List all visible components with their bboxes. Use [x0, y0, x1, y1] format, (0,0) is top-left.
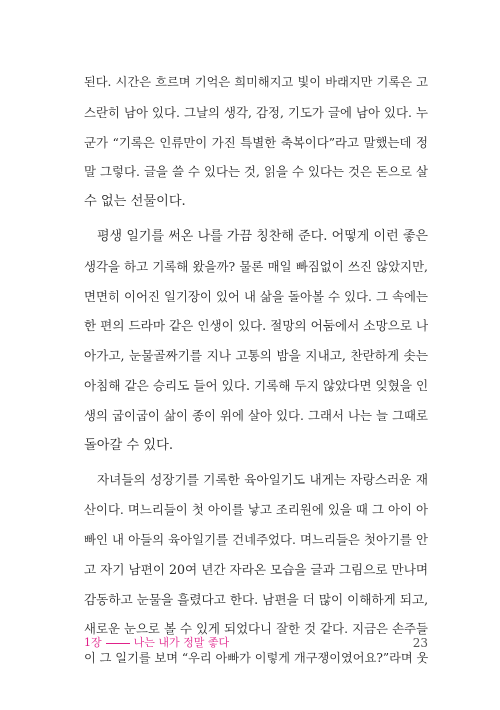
text-line: 산이다. 며느리들이 첫 아이를 낳고 조리원에 있을 때 그 아이 아: [84, 502, 428, 518]
text-line: 감동하고 눈물을 흘렸다고 한다. 남편을 더 많이 이해하게 되고,: [84, 591, 428, 607]
page-footer: [84, 633, 428, 653]
text-line: 된다. 시간은 흐르며 기억은 희미해지고 빛이 바래지만 기록은 고: [84, 75, 428, 89]
text-line: 돌아갈 수 있다.: [84, 437, 174, 453]
text-line: 새로운 눈으로 볼 수 있게 되었다니 잘한 것 같다. 지금은 손주들: [84, 621, 428, 637]
text-line: 빠인 내 아들의 육아일기를 건네주었다. 며느리들은 첫아기를 안: [84, 531, 428, 547]
text-line: 아가고, 눈물골짜기를 지나 고통의 밤을 지내고, 찬란하게 솟는: [84, 348, 428, 364]
page-number: 23: [412, 636, 428, 650]
running-chapter-title: [84, 633, 229, 653]
text-line: 생각을 하고 기록해 왔을까? 물론 매일 빠짐없이 쓰진 않았지만,: [84, 258, 428, 274]
chapter-title: 나는 내가 정말 좋다: [133, 636, 230, 649]
text-line: 생의 굽이굽이 삶이 종이 위에 살아 있다. 그래서 나는 늘 그때로: [84, 407, 428, 423]
text-line: 말 그렇다. 글을 쓸 수 있다는 것, 읽을 수 있다는 것은 돈으로 살: [84, 164, 428, 180]
paragraph: [84, 68, 428, 217]
chapter-rule: [106, 643, 130, 644]
text-line: 평생 일기를 써온 나를 가끔 칭찬해 준다. 어떻게 이런 좋은: [97, 228, 428, 244]
text-line: 면면히 이어진 일기장이 있어 내 삶을 돌아볼 수 있다. 그 속에는: [84, 288, 428, 304]
text-line: 고 자기 남편이 20여 년간 자라온 모습을 글과 그림으로 만나며: [84, 561, 428, 577]
text-line: 자녀들의 성장기를 기록한 육아일기도 내게는 자랑스러운 재: [97, 472, 428, 488]
text-line: 아침해 같은 승리도 들어 있다. 기록해 두지 않았다면 잊혔을 인: [84, 377, 428, 393]
chapter-label: 1장: [84, 636, 102, 649]
text-line: 한 편의 드라마 같은 인생이 있다. 절망의 어둠에서 소망으로 나: [84, 318, 428, 334]
text-line: 스란히 남아 있다. 그날의 생각, 감정, 기도가 글에 남아 있다. 누: [84, 104, 428, 120]
paragraph: [84, 222, 428, 460]
text-line: 수 없는 선물이다.: [84, 194, 186, 210]
body-text: [84, 68, 428, 674]
text-line: 군가 “기록은 인류만이 가진 특별한 축복이다”라고 말했는데 정: [84, 134, 428, 150]
text-line: 이 그 일기를 보며 “우리 아빠가 이렇게 개구쟁이였어요?”라며 웃: [84, 651, 428, 666]
